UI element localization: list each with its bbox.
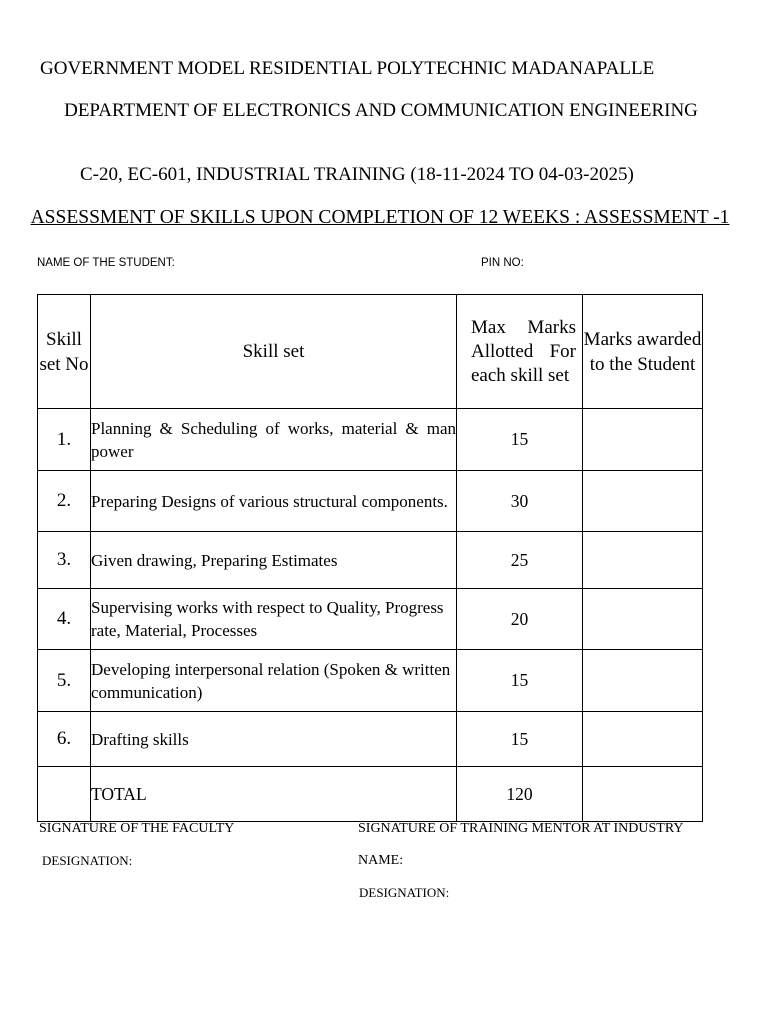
skill-description: Given drawing, Preparing Estimates [91,532,457,589]
header-skill-set: Skill set [91,295,457,409]
table-header-row [38,295,703,409]
skill-description: Supervising works with respect to Quality, Progress rate, Material, Processes [91,589,457,650]
total-marks-awarded-cell[interactable] [583,767,703,822]
skill-description: Preparing Designs of various structural components. [91,471,457,532]
mentor-name-label: NAME: [358,853,404,868]
faculty-designation-label: DESIGNATION: [42,853,133,868]
marks-awarded-cell[interactable] [583,532,703,589]
marks-awarded-cell[interactable] [583,650,703,712]
skills-assessment-table [37,294,703,822]
institution-title: GOVERNMENT MODEL RESIDENTIAL POLYTECHNIC MADANAPALLE [40,58,655,79]
faculty-signature-label: SIGNATURE OF THE FACULTY [39,821,235,836]
skill-number: 4. [38,589,91,650]
mentor-signature-label: SIGNATURE OF TRAINING MENTOR AT INDUSTRY [358,821,684,836]
mentor-designation-label: DESIGNATION: [359,885,450,900]
header-skill-set-no: Skill set No [38,295,91,409]
total-max-marks: 120 [457,767,583,822]
header-max-marks [457,295,583,409]
table-row [38,712,703,767]
course-title: C-20, EC-601, INDUSTRIAL TRAINING (18-11-2024 TO 04-03-2025) [80,164,634,185]
assessment-title: ASSESSMENT OF SKILLS UPON COMPLETION OF 12 WEEKS : ASSESSMENT -1 [30,207,730,228]
marks-awarded-cell[interactable] [583,712,703,767]
marks-awarded-cell[interactable] [583,589,703,650]
header-max-marks-text: Max Marks Allotted For each skill set [471,316,576,386]
table-row [38,650,703,712]
skill-description: Planning & Scheduling of works, material & man power [91,409,457,471]
max-marks: 15 [457,650,583,712]
skill-number: 6. [38,712,91,767]
student-name-label: NAME OF THE STUDENT: [37,257,175,269]
skill-number: 3. [38,532,91,589]
marks-awarded-cell[interactable] [583,409,703,471]
header-marks-awarded: Marks awarded to the Student [583,295,703,409]
skill-number: 2. [38,471,91,532]
max-marks: 30 [457,471,583,532]
table-row [38,589,703,650]
max-marks: 15 [457,712,583,767]
max-marks: 20 [457,589,583,650]
skill-number: 1. [38,409,91,471]
total-label: TOTAL [91,767,457,822]
pin-number-label: PIN NO: [481,257,524,269]
skill-number: 5. [38,650,91,712]
skill-description: Drafting skills [91,712,457,767]
total-row [38,767,703,822]
table-row [38,532,703,589]
max-marks: 15 [457,409,583,471]
marks-awarded-cell[interactable] [583,471,703,532]
total-number-cell [38,767,91,822]
skill-description: Developing interpersonal relation (Spoken & written communication) [91,650,457,712]
department-title: DEPARTMENT OF ELECTRONICS AND COMMUNICATION ENGINEERING [64,100,698,121]
max-marks: 25 [457,532,583,589]
table-row [38,471,703,532]
table-row [38,409,703,471]
